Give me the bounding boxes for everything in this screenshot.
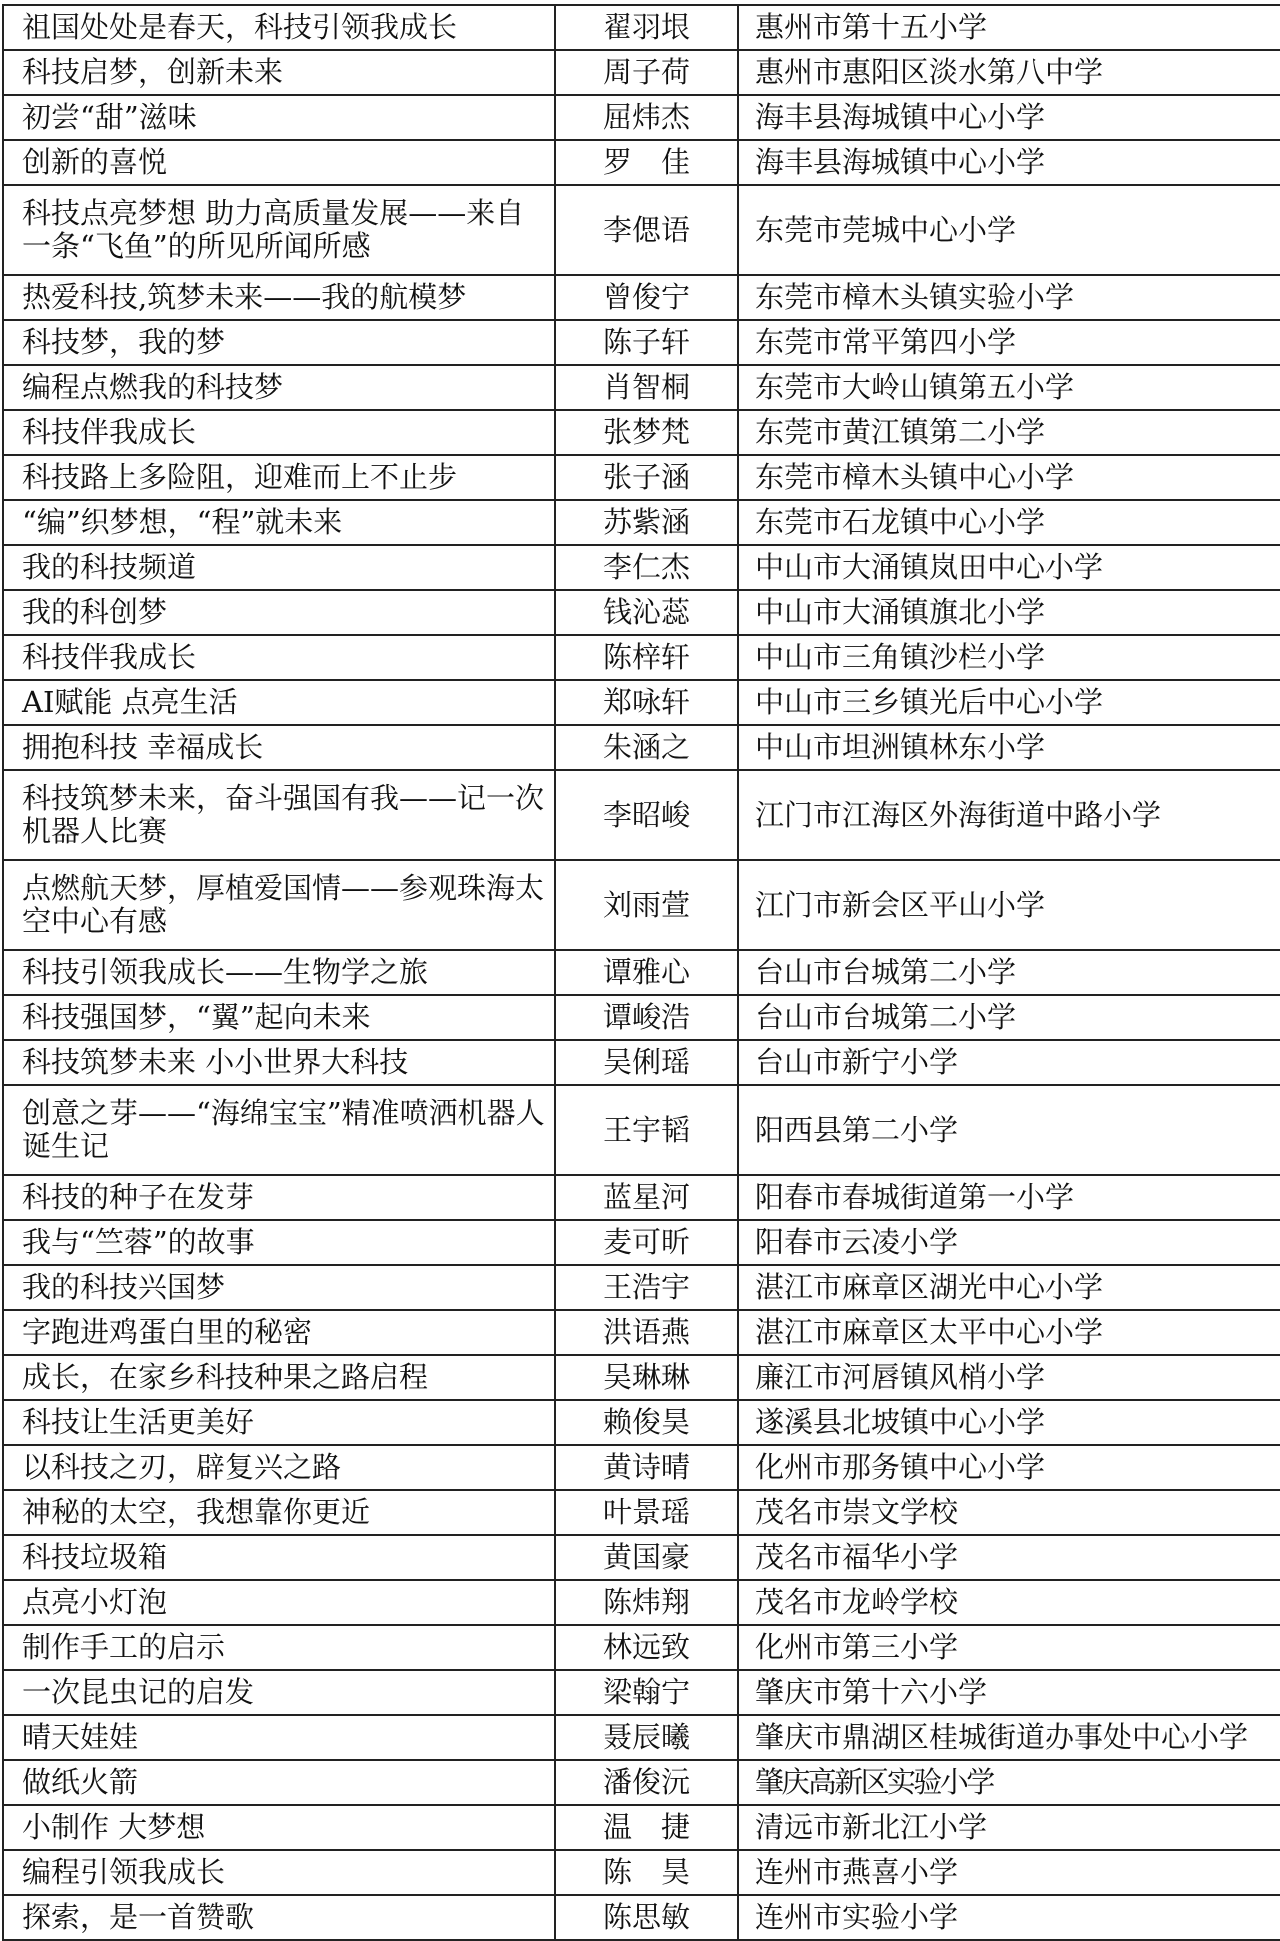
author-name-cell: 谭雅心 xyxy=(555,950,738,995)
entry-title-cell: 成长，在家乡科技种果之路启程 xyxy=(3,1355,555,1400)
author-name-cell: 李偲语 xyxy=(555,185,738,275)
school-name-cell: 东莞市大岭山镇第五小学 xyxy=(738,365,1280,410)
entry-title-cell: 晴天娃娃 xyxy=(3,1715,555,1760)
table-row xyxy=(3,500,1280,545)
entry-title-cell: 小制作 大梦想 xyxy=(3,1805,555,1850)
author-name-cell: 周子荷 xyxy=(555,50,738,95)
entry-title-cell: 科技点亮梦想 助力高质量发展——来自一条“飞鱼”的所见所闻所感 xyxy=(3,185,555,275)
school-name-cell: 东莞市樟木头镇中心小学 xyxy=(738,455,1280,500)
author-name-cell: 陈梓轩 xyxy=(555,635,738,680)
author-name-cell: 曾俊宁 xyxy=(555,275,738,320)
entry-title-cell: 我与“竺蓉”的故事 xyxy=(3,1220,555,1265)
author-name-cell: 叶景瑶 xyxy=(555,1490,738,1535)
table-row xyxy=(3,410,1280,455)
entry-title-cell: 科技强国梦，“翼”起向未来 xyxy=(3,995,555,1040)
author-name-cell: 朱涵之 xyxy=(555,725,738,770)
author-name-cell: 钱沁蕊 xyxy=(555,590,738,635)
school-name-cell: 连州市实验小学 xyxy=(738,1895,1280,1940)
table-row xyxy=(3,635,1280,680)
entry-title-cell: 科技的种子在发芽 xyxy=(3,1175,555,1220)
table-row xyxy=(3,1850,1280,1895)
author-name-cell: 吴琳琳 xyxy=(555,1355,738,1400)
author-name-cell: 陈 昊 xyxy=(555,1850,738,1895)
school-name-cell: 中山市三乡镇光后中心小学 xyxy=(738,680,1280,725)
author-name-cell: 张子涵 xyxy=(555,455,738,500)
table-row xyxy=(3,1265,1280,1310)
entry-title-cell: 字跑进鸡蛋白里的秘密 xyxy=(3,1310,555,1355)
entry-title-cell: 以科技之刃，辟复兴之路 xyxy=(3,1445,555,1490)
school-name-cell: 中山市大涌镇旗北小学 xyxy=(738,590,1280,635)
table-row xyxy=(3,1760,1280,1805)
school-name-cell: 清远市新北江小学 xyxy=(738,1805,1280,1850)
school-name-cell: 中山市大涌镇岚田中心小学 xyxy=(738,545,1280,590)
entry-title-cell: 科技路上多险阻，迎难而上不止步 xyxy=(3,455,555,500)
entry-title-cell: 科技筑梦未来 小小世界大科技 xyxy=(3,1040,555,1085)
author-name-cell: 聂辰曦 xyxy=(555,1715,738,1760)
table-row xyxy=(3,950,1280,995)
school-name-cell: 化州市第三小学 xyxy=(738,1625,1280,1670)
entry-title-cell: 科技伴我成长 xyxy=(3,635,555,680)
school-name-cell: 台山市新宁小学 xyxy=(738,1040,1280,1085)
school-name-cell: 中山市坦洲镇林东小学 xyxy=(738,725,1280,770)
author-name-cell: 郑咏轩 xyxy=(555,680,738,725)
author-name-cell: 屈炜杰 xyxy=(555,95,738,140)
entry-title-cell: 点燃航天梦，厚植爱国情——参观珠海太空中心有感 xyxy=(3,860,555,950)
school-name-cell: 阳西县第二小学 xyxy=(738,1085,1280,1175)
school-name-cell: 惠州市惠阳区淡水第八中学 xyxy=(738,50,1280,95)
entry-title-cell: 我的科技兴国梦 xyxy=(3,1265,555,1310)
table-row xyxy=(3,1400,1280,1445)
table-row xyxy=(3,1535,1280,1580)
table-row xyxy=(3,725,1280,770)
table-row xyxy=(3,1445,1280,1490)
school-name-cell: 东莞市莞城中心小学 xyxy=(738,185,1280,275)
author-name-cell: 陈子轩 xyxy=(555,320,738,365)
entry-title-cell: 热爱科技,筑梦未来——我的航模梦 xyxy=(3,275,555,320)
table-row xyxy=(3,365,1280,410)
entry-title-cell: 编程引领我成长 xyxy=(3,1850,555,1895)
entry-title-cell: 初尝“甜”滋味 xyxy=(3,95,555,140)
entry-title-cell: 探索，是一首赞歌 xyxy=(3,1895,555,1940)
school-name-cell: 中山市三角镇沙栏小学 xyxy=(738,635,1280,680)
table-row xyxy=(3,275,1280,320)
entry-title-cell: 祖国处处是春天，科技引领我成长 xyxy=(3,5,555,50)
table-row xyxy=(3,770,1280,860)
table-row xyxy=(3,995,1280,1040)
school-name-cell: 阳春市春城街道第一小学 xyxy=(738,1175,1280,1220)
entry-title-cell: AI赋能 点亮生活 xyxy=(3,680,555,725)
school-name-cell: 东莞市黄江镇第二小学 xyxy=(738,410,1280,455)
entry-title-cell: 科技筑梦未来，奋斗强国有我——记一次机器人比赛 xyxy=(3,770,555,860)
school-name-cell: 湛江市麻章区湖光中心小学 xyxy=(738,1265,1280,1310)
author-name-cell: 刘雨萱 xyxy=(555,860,738,950)
table-row xyxy=(3,1715,1280,1760)
school-name-cell: 东莞市常平第四小学 xyxy=(738,320,1280,365)
school-name-cell: 连州市燕喜小学 xyxy=(738,1850,1280,1895)
school-name-cell: 茂名市崇文学校 xyxy=(738,1490,1280,1535)
table-row xyxy=(3,185,1280,275)
author-name-cell: 翟羽垠 xyxy=(555,5,738,50)
table-row xyxy=(3,95,1280,140)
school-name-cell: 惠州市第十五小学 xyxy=(738,5,1280,50)
entry-title-cell: 科技引领我成长——生物学之旅 xyxy=(3,950,555,995)
school-name-cell: 东莞市石龙镇中心小学 xyxy=(738,500,1280,545)
author-name-cell: 林远致 xyxy=(555,1625,738,1670)
author-name-cell: 洪语燕 xyxy=(555,1310,738,1355)
school-name-cell: 肇庆高新区实验小学 xyxy=(738,1760,1280,1805)
author-name-cell: 赖俊昊 xyxy=(555,1400,738,1445)
awards-table xyxy=(2,4,1280,1941)
school-name-cell: 台山市台城第二小学 xyxy=(738,995,1280,1040)
table-row xyxy=(3,680,1280,725)
school-name-cell: 肇庆市鼎湖区桂城街道办事处中心小学 xyxy=(738,1715,1280,1760)
author-name-cell: 麦可昕 xyxy=(555,1220,738,1265)
entry-title-cell: 科技垃圾箱 xyxy=(3,1535,555,1580)
table-row xyxy=(3,1490,1280,1535)
entry-title-cell: 我的科技频道 xyxy=(3,545,555,590)
entry-title-cell: 制作手工的启示 xyxy=(3,1625,555,1670)
awards-table-body xyxy=(3,5,1280,1940)
author-name-cell: 罗 佳 xyxy=(555,140,738,185)
entry-title-cell: 编程点燃我的科技梦 xyxy=(3,365,555,410)
entry-title-cell: 神秘的太空，我想靠你更近 xyxy=(3,1490,555,1535)
school-name-cell: 茂名市龙岭学校 xyxy=(738,1580,1280,1625)
author-name-cell: 梁翰宁 xyxy=(555,1670,738,1715)
entry-title-cell: 科技让生活更美好 xyxy=(3,1400,555,1445)
author-name-cell: 王宇韬 xyxy=(555,1085,738,1175)
table-row xyxy=(3,1625,1280,1670)
school-name-cell: 肇庆市第十六小学 xyxy=(738,1670,1280,1715)
table-row xyxy=(3,50,1280,95)
table-row xyxy=(3,1220,1280,1265)
school-name-cell: 化州市那务镇中心小学 xyxy=(738,1445,1280,1490)
author-name-cell: 张梦梵 xyxy=(555,410,738,455)
entry-title-cell: 科技梦，我的梦 xyxy=(3,320,555,365)
author-name-cell: 谭峻浩 xyxy=(555,995,738,1040)
table-row xyxy=(3,5,1280,50)
entry-title-cell: 点亮小灯泡 xyxy=(3,1580,555,1625)
author-name-cell: 肖智桐 xyxy=(555,365,738,410)
table-row xyxy=(3,455,1280,500)
school-name-cell: 东莞市樟木头镇实验小学 xyxy=(738,275,1280,320)
table-row xyxy=(3,1670,1280,1715)
school-name-cell: 廉江市河唇镇风梢小学 xyxy=(738,1355,1280,1400)
school-name-cell: 江门市江海区外海街道中路小学 xyxy=(738,770,1280,860)
table-row xyxy=(3,1310,1280,1355)
author-name-cell: 蓝星河 xyxy=(555,1175,738,1220)
table-row xyxy=(3,1040,1280,1085)
entry-title-cell: 做纸火箭 xyxy=(3,1760,555,1805)
entry-title-cell: “编”织梦想，“程”就未来 xyxy=(3,500,555,545)
table-row xyxy=(3,1175,1280,1220)
author-name-cell: 黄诗晴 xyxy=(555,1445,738,1490)
school-name-cell: 阳春市云凌小学 xyxy=(738,1220,1280,1265)
entry-title-cell: 拥抱科技 幸福成长 xyxy=(3,725,555,770)
table-row xyxy=(3,140,1280,185)
table-row xyxy=(3,1085,1280,1175)
entry-title-cell: 一次昆虫记的启发 xyxy=(3,1670,555,1715)
table-row xyxy=(3,320,1280,365)
table-row xyxy=(3,1895,1280,1940)
author-name-cell: 苏紫涵 xyxy=(555,500,738,545)
table-row xyxy=(3,1805,1280,1850)
school-name-cell: 海丰县海城镇中心小学 xyxy=(738,140,1280,185)
table-row xyxy=(3,1580,1280,1625)
entry-title-cell: 科技启梦，创新未来 xyxy=(3,50,555,95)
school-name-cell: 湛江市麻章区太平中心小学 xyxy=(738,1310,1280,1355)
table-row xyxy=(3,590,1280,635)
table-row xyxy=(3,1355,1280,1400)
school-name-cell: 江门市新会区平山小学 xyxy=(738,860,1280,950)
entry-title-cell: 创意之芽——“海绵宝宝”精准喷洒机器人诞生记 xyxy=(3,1085,555,1175)
author-name-cell: 黄国豪 xyxy=(555,1535,738,1580)
entry-title-cell: 科技伴我成长 xyxy=(3,410,555,455)
table-row xyxy=(3,860,1280,950)
author-name-cell: 陈炜翔 xyxy=(555,1580,738,1625)
entry-title-cell: 我的科创梦 xyxy=(3,590,555,635)
school-name-cell: 海丰县海城镇中心小学 xyxy=(738,95,1280,140)
school-name-cell: 遂溪县北坡镇中心小学 xyxy=(738,1400,1280,1445)
author-name-cell: 吴俐瑶 xyxy=(555,1040,738,1085)
school-name-cell: 台山市台城第二小学 xyxy=(738,950,1280,995)
author-name-cell: 王浩宇 xyxy=(555,1265,738,1310)
author-name-cell: 陈思敏 xyxy=(555,1895,738,1940)
entry-title-cell: 创新的喜悦 xyxy=(3,140,555,185)
author-name-cell: 李仁杰 xyxy=(555,545,738,590)
author-name-cell: 温 捷 xyxy=(555,1805,738,1850)
school-name-cell: 茂名市福华小学 xyxy=(738,1535,1280,1580)
author-name-cell: 潘俊沅 xyxy=(555,1760,738,1805)
table-row xyxy=(3,545,1280,590)
author-name-cell: 李昭峻 xyxy=(555,770,738,860)
